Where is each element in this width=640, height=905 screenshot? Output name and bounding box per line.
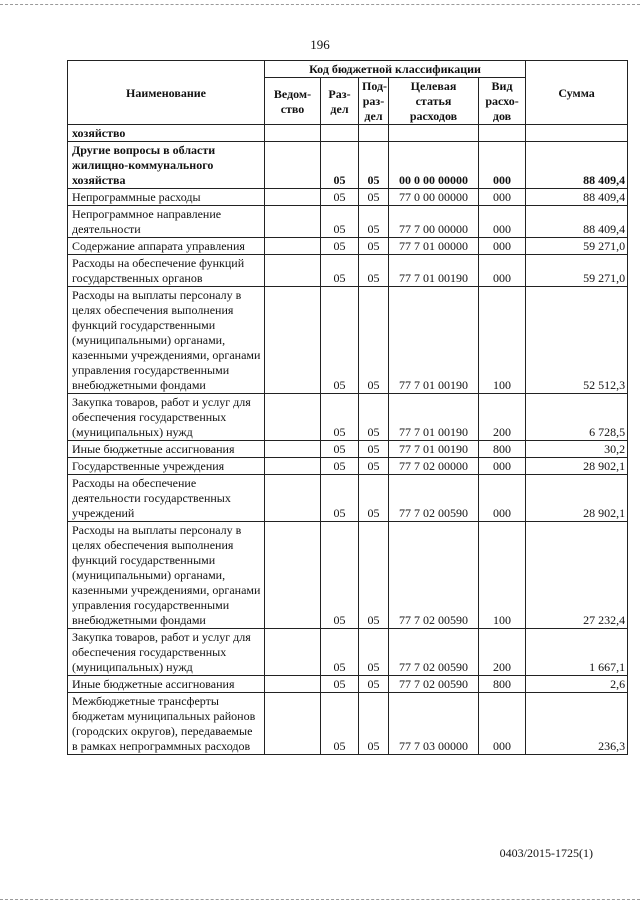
cell-sum: 52 512,3 [526,287,628,394]
cell-name: Расходы на выплаты персоналу в целях обеспечения выполнения функций государственными (муниципальными) органами, казенными учреждениями, органами управления государственными внебюджетными фондами [68,522,265,629]
cell-target [389,125,479,142]
cell-podrazdel: 05 [359,189,389,206]
cell-vedomstvo [265,238,321,255]
cell-name: Непрограммное направление деятельности [68,206,265,238]
budget-table-container [67,60,627,755]
cell-razdel: 05 [321,394,359,441]
table-row [68,458,628,475]
cell-vid: 800 [479,676,526,693]
cell-vid: 000 [479,238,526,255]
cell-target: 77 0 00 00000 [389,189,479,206]
cell-vid: 200 [479,394,526,441]
cell-sum [526,125,628,142]
header-razdel: Раз-дел [321,78,359,125]
cell-vedomstvo [265,676,321,693]
cell-vid: 000 [479,475,526,522]
cell-razdel: 05 [321,676,359,693]
table-row [68,142,628,189]
cell-target: 77 7 01 00190 [389,394,479,441]
cell-vedomstvo [265,475,321,522]
cell-target: 77 7 02 00590 [389,629,479,676]
cell-name: Расходы на выплаты персоналу в целях обеспечения выполнения функций государственными (муниципальными) органами, казенными учреждениями, органами управления государственными внебюджетными фондами [68,287,265,394]
cell-sum: 30,2 [526,441,628,458]
cell-vid: 000 [479,189,526,206]
budget-table [67,60,628,755]
cell-sum: 59 271,0 [526,238,628,255]
cell-name: Другие вопросы в области жилищно-коммунального хозяйства [68,142,265,189]
cell-podrazdel: 05 [359,475,389,522]
header-sum: Сумма [526,61,628,125]
cell-razdel: 05 [321,475,359,522]
table-body [68,125,628,755]
cell-vid: 800 [479,441,526,458]
header-podrazdel: Под-раз-дел [359,78,389,125]
cell-sum: 1 667,1 [526,629,628,676]
cell-podrazdel: 05 [359,142,389,189]
cell-sum: 88 409,4 [526,206,628,238]
table-row [68,522,628,629]
cell-name: Иные бюджетные ассигнования [68,441,265,458]
cell-name: Расходы на обеспечение деятельности государственных учреждений [68,475,265,522]
cell-podrazdel: 05 [359,441,389,458]
cell-vedomstvo [265,125,321,142]
table-row [68,287,628,394]
scan-artifact-bottom [0,899,640,901]
cell-sum: 88 409,4 [526,189,628,206]
cell-target: 77 7 02 00590 [389,522,479,629]
cell-vedomstvo [265,441,321,458]
header-target: Целевая статья расходов [389,78,479,125]
cell-podrazdel: 05 [359,206,389,238]
cell-podrazdel: 05 [359,238,389,255]
cell-target: 77 7 03 00000 [389,693,479,755]
cell-target: 00 0 00 00000 [389,142,479,189]
cell-razdel: 05 [321,189,359,206]
cell-sum: 27 232,4 [526,522,628,629]
cell-sum: 2,6 [526,676,628,693]
table-row [68,441,628,458]
cell-razdel: 05 [321,287,359,394]
table-row [68,629,628,676]
cell-sum: 28 902,1 [526,458,628,475]
cell-vedomstvo [265,458,321,475]
header-name: Наименование [68,61,265,125]
cell-name: Расходы на обеспечение функций государственных органов [68,255,265,287]
cell-vedomstvo [265,142,321,189]
cell-vedomstvo [265,287,321,394]
cell-razdel: 05 [321,255,359,287]
cell-vedomstvo [265,629,321,676]
table-row [68,394,628,441]
cell-target: 77 7 01 00190 [389,287,479,394]
cell-vid: 000 [479,142,526,189]
cell-vid: 000 [479,458,526,475]
cell-razdel [321,125,359,142]
cell-podrazdel: 05 [359,255,389,287]
cell-vid: 000 [479,255,526,287]
cell-sum: 28 902,1 [526,475,628,522]
header-vedomstvo: Ведом-ство [265,78,321,125]
cell-target: 77 7 02 00000 [389,458,479,475]
cell-target: 77 7 00 00000 [389,206,479,238]
table-row [68,676,628,693]
cell-target: 77 7 01 00000 [389,238,479,255]
cell-vid [479,125,526,142]
table-row [68,238,628,255]
table-row [68,475,628,522]
cell-target: 77 7 02 00590 [389,475,479,522]
scan-artifact-top [0,4,640,6]
cell-vedomstvo [265,255,321,287]
cell-podrazdel: 05 [359,676,389,693]
cell-razdel: 05 [321,693,359,755]
document-code: 0403/2015-1725(1) [499,846,593,860]
cell-sum: 6 728,5 [526,394,628,441]
cell-vedomstvo [265,189,321,206]
cell-target: 77 7 01 00190 [389,441,479,458]
cell-razdel: 05 [321,522,359,629]
cell-sum: 59 271,0 [526,255,628,287]
table-row [68,206,628,238]
cell-sum: 236,3 [526,693,628,755]
cell-razdel: 05 [321,238,359,255]
cell-name: Непрограммные расходы [68,189,265,206]
cell-vid: 000 [479,693,526,755]
cell-name: Закупка товаров, работ и услуг для обеспечения государственных (муниципальных) нужд [68,629,265,676]
cell-podrazdel: 05 [359,693,389,755]
cell-name: Межбюджетные трансферты бюджетам муниципальных районов (городских округов), передаваемые в рамках непрограммных расходов [68,693,265,755]
table-row [68,125,628,142]
cell-name: Содержание аппарата управления [68,238,265,255]
cell-name: хозяйство [68,125,265,142]
cell-podrazdel: 05 [359,458,389,475]
cell-name: Закупка товаров, работ и услуг для обеспечения государственных (муниципальных) нужд [68,394,265,441]
cell-vid: 000 [479,206,526,238]
cell-vid: 100 [479,522,526,629]
cell-target: 77 7 02 00590 [389,676,479,693]
cell-vid: 100 [479,287,526,394]
page-number: 196 [310,37,330,52]
cell-razdel: 05 [321,629,359,676]
cell-name: Государственные учреждения [68,458,265,475]
cell-razdel: 05 [321,458,359,475]
cell-podrazdel: 05 [359,629,389,676]
table-row [68,693,628,755]
cell-podrazdel [359,125,389,142]
cell-vid: 200 [479,629,526,676]
cell-razdel: 05 [321,206,359,238]
cell-vedomstvo [265,693,321,755]
cell-vedomstvo [265,522,321,629]
cell-podrazdel: 05 [359,394,389,441]
table-row [68,189,628,206]
cell-vedomstvo [265,206,321,238]
cell-name: Иные бюджетные ассигнования [68,676,265,693]
cell-podrazdel: 05 [359,522,389,629]
cell-target: 77 7 01 00190 [389,255,479,287]
header-vid: Вид расхо-дов [479,78,526,125]
cell-vedomstvo [265,394,321,441]
cell-sum: 88 409,4 [526,142,628,189]
cell-podrazdel: 05 [359,287,389,394]
cell-razdel: 05 [321,441,359,458]
header-code-group: Код бюджетной классификации [265,61,526,78]
table-row [68,255,628,287]
cell-razdel: 05 [321,142,359,189]
